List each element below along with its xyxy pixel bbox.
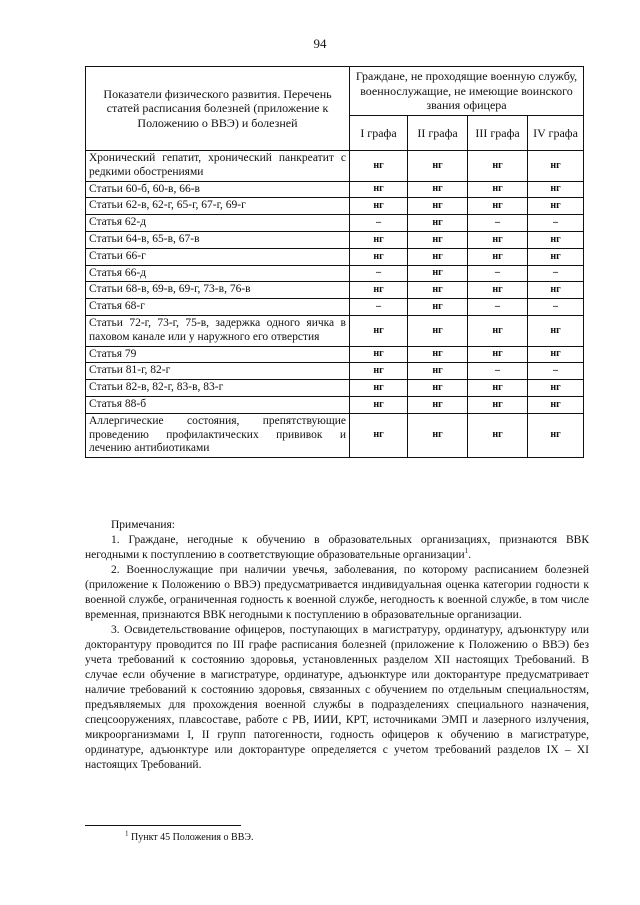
row-label: Статья 88-б: [86, 396, 350, 413]
cell-value: нг: [528, 346, 584, 363]
table-row: [86, 181, 584, 198]
row-label: Статьи 68-в, 69-в, 69-г, 73-в, 76-в: [86, 282, 350, 299]
column-header-2: II графа: [408, 116, 468, 151]
footnote-marker: 1: [125, 829, 129, 838]
cell-value: нг: [408, 380, 468, 397]
notes-title: Примечания:: [111, 519, 175, 531]
cell-value: –: [528, 299, 584, 316]
cell-value: нг: [350, 282, 408, 299]
footnote-reference: 1: [464, 547, 469, 556]
cell-value: нг: [528, 413, 584, 457]
cell-value: нг: [468, 282, 528, 299]
row-label: Статья 62-д: [86, 215, 350, 232]
group-column-header: Граждане, не проходящие военную службу, военнослужащие, не имеющие воинского звания офицера: [350, 67, 584, 116]
cell-value: нг: [408, 315, 468, 346]
cell-value: нг: [408, 215, 468, 232]
table-row: [86, 396, 584, 413]
note-3: 3. Освидетельствование офицеров, поступающих в магистратуру, ординатуру, адъюнктуру или докторантуру проводится по III графе расписания болезней (приложение к Положению о ВВЭ) без учета требований к состоянию здоровья, установленных разделом XII настоящих Требований. В случае если обучение в магистратуре, ординатуре, адъюнктуре или докторантуре предусматривает наличие требований к состоянию здоровья, связанных с обучением по отдельным специальностям, предъявляемых для прохождения военной службы в подразделениях специального назначения, спецсооружениях, плавсоставе, работе с РВ, ИИИ, КРТ, источниками ЭМП и лазерного излучения, микроорганизмами I, II групп патогенности, годность офицеров к обучению в магистратуре, ординатуре, адъюнктуре или докторантуре определяется с учетом требований разделов IX – XI настоящих Требований.: [85, 624, 589, 771]
table-body: [86, 151, 584, 458]
fitness-table: [85, 66, 584, 458]
cell-value: нг: [408, 282, 468, 299]
cell-value: нг: [408, 151, 468, 182]
cell-value: нг: [408, 396, 468, 413]
cell-value: нг: [468, 413, 528, 457]
cell-value: нг: [468, 380, 528, 397]
cell-value: нг: [350, 346, 408, 363]
cell-value: нг: [468, 248, 528, 265]
cell-value: –: [350, 299, 408, 316]
footnote: [125, 829, 254, 843]
cell-value: –: [528, 363, 584, 380]
cell-value: –: [528, 265, 584, 282]
row-label: Статьи 62-в, 62-г, 65-г, 67-г, 69-г: [86, 198, 350, 215]
indicator-column-header: Показатели физического развития. Перечень статей расписания болезней (приложение к Положению о ВВЭ) и болезней: [86, 67, 350, 151]
cell-value: нг: [528, 231, 584, 248]
cell-value: нг: [350, 198, 408, 215]
cell-value: нг: [408, 181, 468, 198]
table-row: [86, 282, 584, 299]
row-label: Статьи 72-г, 73-г, 75-в, задержка одного яичка в паховом канале или у наружного его отверстия: [86, 315, 350, 346]
cell-value: нг: [408, 198, 468, 215]
row-label: Статьи 60-б, 60-в, 66-в: [86, 181, 350, 198]
cell-value: –: [350, 265, 408, 282]
table-row: [86, 346, 584, 363]
cell-value: нг: [528, 198, 584, 215]
cell-value: нг: [350, 151, 408, 182]
cell-value: нг: [350, 231, 408, 248]
cell-value: –: [350, 215, 408, 232]
cell-value: –: [468, 215, 528, 232]
cell-value: нг: [350, 363, 408, 380]
table-row: [86, 413, 584, 457]
cell-value: нг: [408, 248, 468, 265]
cell-value: нг: [408, 413, 468, 457]
table-row: [86, 151, 584, 182]
cell-value: нг: [408, 346, 468, 363]
footnote-text: Пункт 45 Положения о ВВЭ.: [128, 832, 254, 843]
row-label: Статья 79: [86, 346, 350, 363]
table-row: [86, 363, 584, 380]
column-header-1: I графа: [350, 116, 408, 151]
cell-value: нг: [350, 315, 408, 346]
cell-value: нг: [528, 282, 584, 299]
note-1-text: 1. Граждане, негодные к обучению в образовательных организациях, признаются ВВК негодными к поступлению в соответствующие образовательные организации: [85, 534, 589, 561]
cell-value: нг: [468, 151, 528, 182]
table-row: [86, 198, 584, 215]
row-label: Аллергические состояния, препятствующие проведению профилактических прививок и лечению антибиотиками: [86, 413, 350, 457]
cell-value: нг: [468, 231, 528, 248]
cell-value: нг: [350, 413, 408, 457]
note-1: [85, 533, 589, 563]
row-label: Статьи 81-г, 82-г: [86, 363, 350, 380]
cell-value: нг: [468, 198, 528, 215]
cell-value: –: [468, 265, 528, 282]
cell-value: нг: [468, 181, 528, 198]
cell-value: нг: [528, 248, 584, 265]
table-row: [86, 231, 584, 248]
footnote-divider: [85, 825, 241, 826]
row-label: Статья 68-г: [86, 299, 350, 316]
notes-section: [85, 518, 589, 773]
cell-value: нг: [408, 299, 468, 316]
cell-value: –: [528, 215, 584, 232]
note-1-end: .: [468, 549, 472, 561]
page-number: 94: [313, 36, 327, 51]
cell-value: нг: [350, 181, 408, 198]
table-row: [86, 380, 584, 397]
cell-value: нг: [350, 248, 408, 265]
cell-value: нг: [468, 396, 528, 413]
cell-value: нг: [528, 396, 584, 413]
cell-value: нг: [528, 315, 584, 346]
table-row: [86, 248, 584, 265]
table-row: [86, 215, 584, 232]
cell-value: нг: [408, 363, 468, 380]
row-label: Статьи 66-г: [86, 248, 350, 265]
cell-value: нг: [468, 315, 528, 346]
cell-value: нг: [350, 380, 408, 397]
cell-value: –: [468, 299, 528, 316]
cell-value: нг: [408, 265, 468, 282]
cell-value: нг: [468, 346, 528, 363]
table-row: [86, 265, 584, 282]
cell-value: –: [468, 363, 528, 380]
cell-value: нг: [528, 151, 584, 182]
row-label: Статья 66-д: [86, 265, 350, 282]
column-header-4: IV графа: [528, 116, 584, 151]
table-row: [86, 299, 584, 316]
cell-value: нг: [408, 231, 468, 248]
note-2: 2. Военнослужащие при наличии увечья, заболевания, по которому расписанием болезней (приложение к Положению о ВВЭ) предусматривается индивидуальная оценка категории годности к военной службе, ограниченная годность к военной службе, негодность к военной службе, в том числе временная, признаются ВВК негодными к поступлению в образовательные организации.: [85, 564, 589, 621]
column-header-3: III графа: [468, 116, 528, 151]
row-label: Статьи 82-в, 82-г, 83-в, 83-г: [86, 380, 350, 397]
cell-value: нг: [528, 181, 584, 198]
row-label: Статьи 64-в, 65-в, 67-в: [86, 231, 350, 248]
table-row: [86, 315, 584, 346]
cell-value: нг: [528, 380, 584, 397]
cell-value: нг: [350, 396, 408, 413]
row-label: Хронический гепатит, хронический панкреатит с редкими обострениями: [86, 151, 350, 182]
